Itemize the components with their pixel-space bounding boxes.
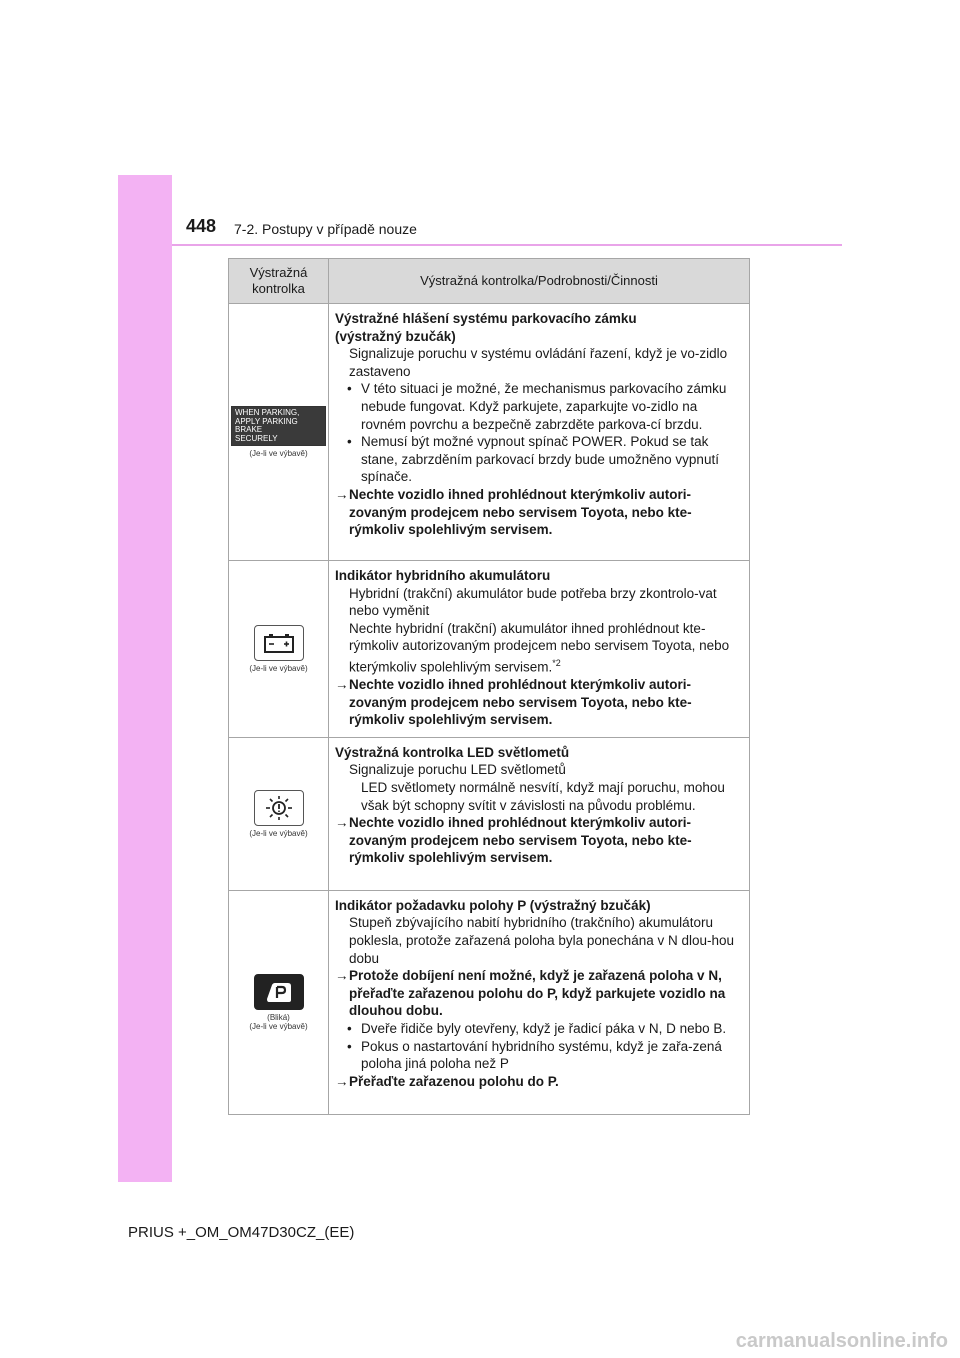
column-header-details: Výstražná kontrolka/Podrobnosti/Činnosti (329, 259, 750, 304)
table-row (229, 304, 750, 561)
action-line: → Nechte vozidlo ihned prohlédnout kterýmkoliv autori-zovaným prodejcem nebo servisem Toyota, nebo kte-rýmkoliv spolehlivým servisem. (335, 815, 692, 866)
side-color-band (118, 175, 172, 1182)
list-item: • Dveře řidiče byly otevřeny, když je řadicí páka v N, D nebo B. (347, 1021, 727, 1036)
parking-lock-message-lamp: WHEN PARKING, APPLY PARKING BRAKE SECURELY (231, 406, 326, 446)
equipment-caption: (Je-li ve výbavě) (249, 828, 308, 838)
section-title: 7-2. Postupy v případě nouze (234, 221, 417, 237)
arrow-icon: → (335, 677, 349, 693)
warning-lights-table (228, 258, 750, 1115)
equipment-caption: (Je-li ve výbavě) (249, 1021, 308, 1031)
row-title: Indikátor hybridního akumulátoru (335, 568, 551, 583)
table-row (229, 561, 750, 738)
p-position-request-icon (254, 974, 304, 1010)
table-header-row (229, 259, 750, 304)
watermark: carmanualsonline.info (735, 1330, 948, 1352)
footer-model-code: PRIUS +_OM_OM47D30CZ_(EE) (128, 1224, 355, 1241)
action-line: → Nechte vozidlo ihned prohlédnout kterýmkoliv autori-zovaným prodejcem nebo servisem Toyota, nebo kte-rýmkoliv spolehlivým servisem. (335, 677, 692, 728)
row-title: Indikátor požadavku polohy P (výstražný bzučák) (335, 897, 651, 913)
row-text: Signalizuje poruchu LED světlometů (349, 762, 566, 778)
list-item: • Pokus o nastartování hybridního systému, když je zařa-zená poloha jiná poloha než P (347, 1038, 722, 1072)
led-headlight-warning-icon (254, 790, 304, 826)
list-item: • Nemusí být možné vypnout spínač POWER. Pokud se tak stane, zabrzděním parkovací brzdy bude umožněno vypnutí spínače. (347, 434, 719, 485)
description-cell (329, 561, 750, 738)
arrow-icon: → (335, 968, 349, 984)
row-text: Signalizuje poruchu v systému ovládání řazení, když je vo-zidlo zastaveno (349, 346, 728, 379)
lamp-cell (229, 890, 329, 1114)
arrow-icon: → (335, 1073, 349, 1089)
action-line: → Přeřaďte zařazenou polohu do P. (335, 1073, 559, 1089)
column-header-lamp: Výstražná kontrolka (229, 259, 329, 304)
equipment-caption: (Je-li ve výbavě) (249, 663, 308, 673)
lamp-cell (229, 304, 329, 561)
page-number: 448 (186, 216, 217, 236)
description-cell (329, 304, 750, 561)
lamp-cell (229, 561, 329, 738)
equipment-caption: (Je-li ve výbavě) (249, 449, 308, 458)
description-cell (329, 737, 750, 890)
description-cell (329, 890, 750, 1114)
header-rule (172, 244, 842, 246)
table-row (229, 890, 750, 1114)
row-text: Stupeň zbývajícího nabití hybridního (trakčního) akumulátoru poklesla, protože zařazená poloha byla ponechána v N dlou-hou dobu (349, 915, 735, 966)
blink-caption: (Bliká) (267, 1012, 290, 1022)
footnote-ref: *2 (552, 657, 561, 668)
lamp-cell (229, 737, 329, 890)
arrow-icon: → (335, 486, 349, 502)
row-text: Hybridní (trakční) akumulátor bude potřeba brzy zkontrolo-vat nebo vyměnit (349, 585, 717, 619)
hybrid-battery-icon (254, 625, 304, 661)
row-title: Výstražná kontrolka LED světlometů (335, 744, 570, 760)
action-line: → Nechte vozidlo ihned prohlédnout kterýmkoliv autori-zovaným prodejcem nebo servisem Toyota, nebo kte-rýmkoliv spolehlivým servisem. (335, 486, 692, 538)
row-title-line2: (výstražný bzučák) (335, 328, 456, 344)
row-text: Nechte hybridní (trakční) akumulátor ihned prohlédnout kte-rýmkoliv autorizovaným prodejcem nebo servisem Toyota, nebo kterýmkoliv spolehlivým servisem.$^{*2}$ (349, 620, 730, 675)
table-row (229, 737, 750, 890)
arrow-icon: → (335, 815, 349, 831)
list-item: • V této situaci je možné, že mechanismus parkovacího zámku nebude fungovat. Když parkujete, zaparkujte vo-zidlo na rovném povrchu a bezpečně zabrzděte parkova-cí brzdu. (347, 381, 727, 432)
row-title: Výstražné hlášení systému parkovacího zámku (335, 311, 637, 326)
row-text: LED světlomety normálně nesvítí, když mají poruchu, mohou však být schopny svítit v závislosti na původu problému. (361, 780, 725, 813)
action-line: → Protože dobíjení není možné, když je zařazená poloha v N, přeřaďte zařazenou polohu do P, když parkujete vozidlo na dlouhou dobu. (335, 968, 726, 1019)
